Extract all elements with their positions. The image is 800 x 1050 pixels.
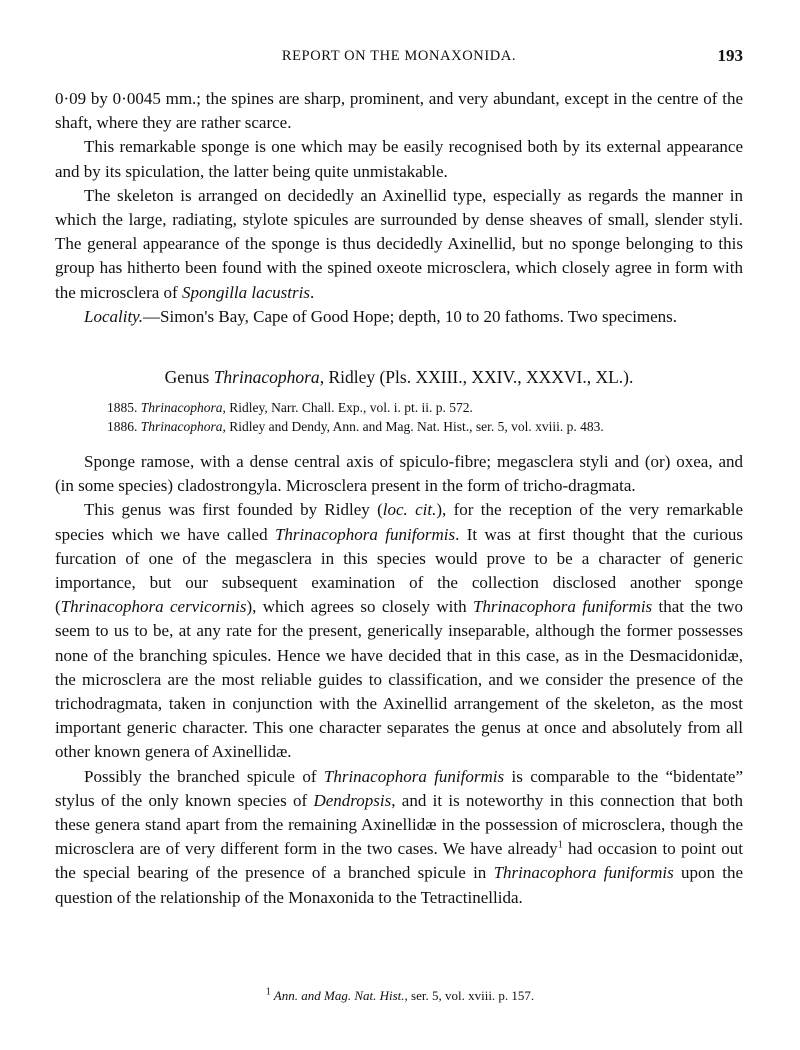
locality-label: Locality.: [84, 306, 144, 326]
page-number: 193: [717, 46, 743, 65]
paragraph-locality: Locality.—Simon's Bay, Cape of Good Hope; depth, 10 to 20 fathoms. Two specimens.: [84, 306, 678, 326]
paragraph-spine-measurements: 0·09 by 0·0045 mm.; the spines are sharp, prominent, and very abundant, except in the centre of the shaft, where they are rather scarce.: [55, 89, 743, 133]
synonymy-entry: 1886. Thrinacophora, Ridley and Dendy, Ann. and Mag. Nat. Hist., ser. 5, vol. xviii. p. 483.: [107, 419, 604, 435]
page-header: [55, 46, 743, 70]
footnote: $^1$ Ann. and Mag. Nat. Hist., ser. 5, vol. xviii. p. 157.: [265, 986, 535, 1003]
paragraph-branched-spicule: Possibly the branched spicule of Thrinacophora funiformis is comparable to the “bidentate” stylus of the only known species of Dendropsis, and it is noteworthy in this connection that both these genera stand apart from the remaining Axinellidæ in the possession of microsclera, though the microsclera are of very different form in the two cases. We have already$^1$ had occasion to point out the special bearing of the presence of a branched spicule in Thrinacophora funiformis upon the question of the relationship of the Monaxonida to the Tetractinellida.: [55, 766, 744, 907]
paragraph-diagnosis: Sponge ramose, with a dense central axis of spiculo-fibre; megasclera styli and (or) oxea, and (in some species) cladostrongyla. Microsclera present in the form of tricho-dragmata.: [55, 452, 743, 496]
paragraph-skeleton: The skeleton is arranged on decidedly an Axinellid type, especially as regards the manner in which the large, radiating, stylote spicules are surrounded by dense sheaves of small, slender styli. The general appearance of the sponge is thus decidedly Axinellid, but no sponge belonging to this group has hitherto been found with the spined oxeote microsclera, which closely agree in form with the microsclera of Spongilla lacustris.: [55, 185, 743, 302]
genus-name: Thrinacophora: [213, 367, 320, 388]
footnote-ref[interactable]: 1: [557, 839, 563, 851]
footnote-marker: 1: [265, 986, 271, 998]
synonymy-list: [55, 398, 743, 436]
paragraph-recognition: This remarkable sponge is one which may be easily recognised both by its external appearance and by its spiculation, the latter being quite unmistakable.: [55, 137, 743, 181]
page-body: [55, 87, 743, 910]
running-head: REPORT ON THE MONAXONIDA.: [281, 48, 517, 64]
synonymy-entry: 1885. Thrinacophora, Ridley, Narr. Chall. Exp., vol. i. pt. ii. p. 572.: [107, 400, 473, 416]
genus-heading: Genus Thrinacophora, Ridley (Pls. XXIII., XXIV., XXXVI., XL.).: [164, 367, 634, 388]
paragraph-genus-history: This genus was first founded by Ridley (loc. cit.), for the reception of the very remarkable species which we have called Thrinacophora funiformis. It was at first thought that the curious furcation of one of the megasclera in this species would prove to be a character of generic importance, but our subsequent examination of the collection disclosed another sponge (Thrinacophora cervicornis), which agrees so closely with Thrinacophora funiformis that the two seem to us to be, at any rate for the present, generically inseparable, although the former possesses none of the branching spicules. Hence we have decided that in this case, as in the Desmacidonidæ, the microsclera are the most reliable guides to classification, and we consider the presence of the trichodragmata, taken in conjunction with the Axinellid arrangement of the skeleton, as the most important generic character. This one character separates the genus at once and absolutely from all other known genera of Axinellidæ.: [55, 500, 743, 762]
species-name: Spongilla lacustris: [181, 282, 310, 302]
